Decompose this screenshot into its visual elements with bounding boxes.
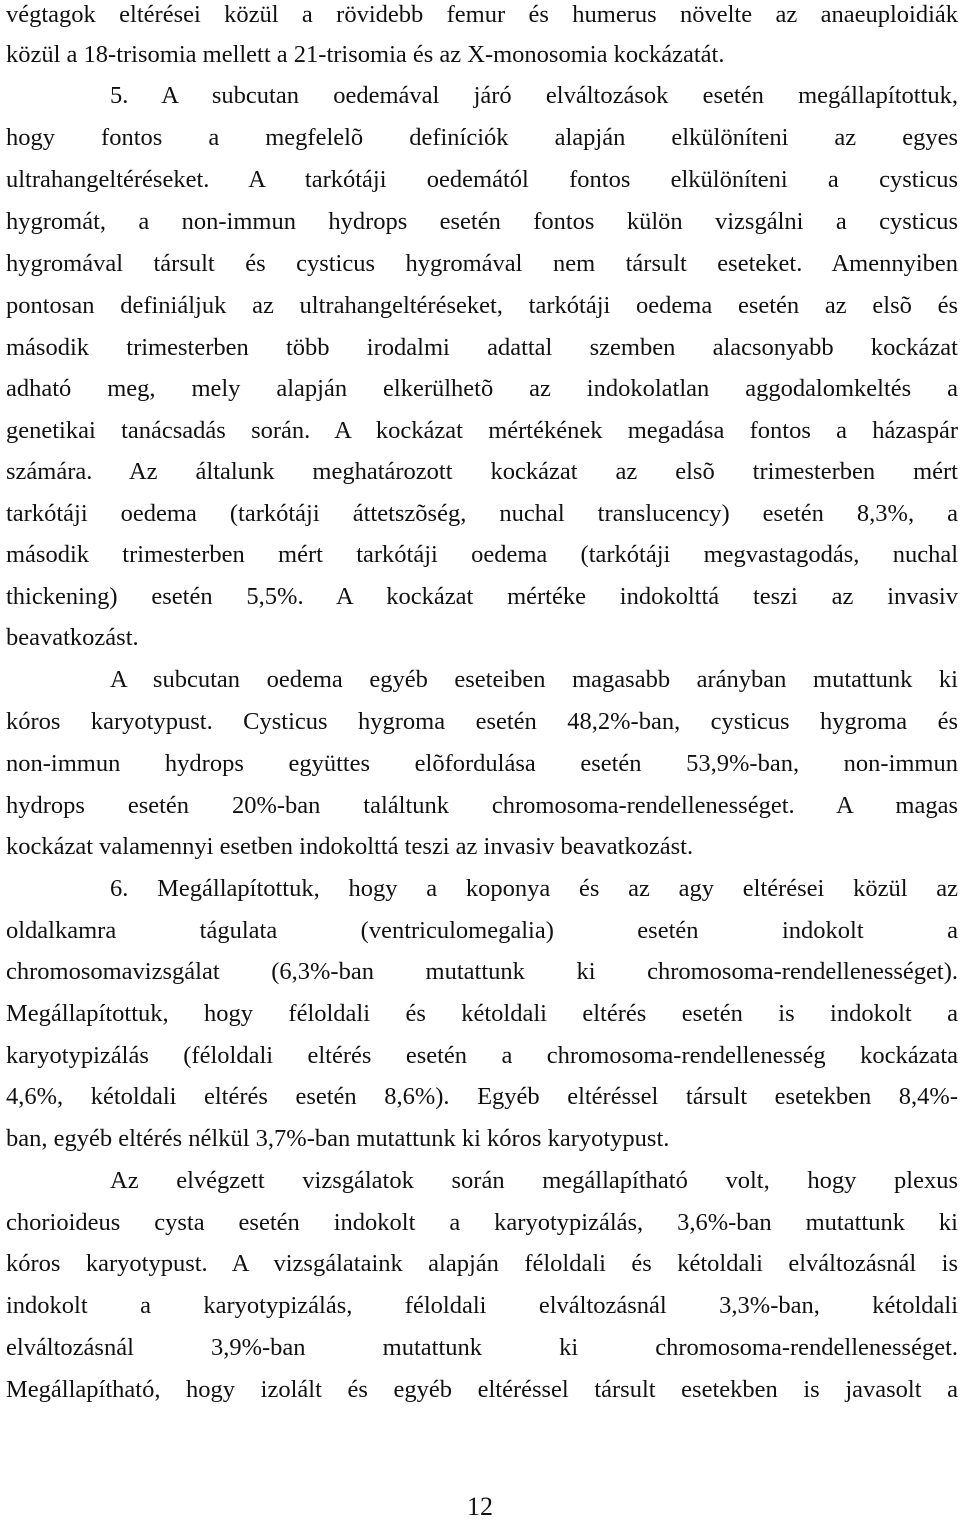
text-line: kóros karyotypust. A vizsgálataink alapján féloldali és kétoldali elváltozásnál is xyxy=(6,1250,958,1277)
text-line: chorioideus cysta esetén indokolt a karyotypizálás, 3,6%-ban mutattunk ki xyxy=(6,1209,958,1236)
text-line: tarkótáji oedema (tarkótáji áttetszõség, nuchal translucency) esetén 8,3%, a xyxy=(6,500,958,527)
text-line: közül a 18-trisomia mellett a 21-trisomia és az X-monosomia kockázatát. xyxy=(6,41,725,68)
text-line: chromosomavizsgálat (6,3%-ban mutattunk ki chromosoma-rendellenességet). xyxy=(6,958,958,985)
text-line: hydrops esetén 20%-ban találtunk chromosoma-rendellenességet. A magas xyxy=(6,792,958,819)
text-line: oldalkamra tágulata (ventriculomegalia) esetén indokolt a xyxy=(6,917,958,944)
text-line: karyotypizálás (féloldali eltérés esetén a chromosoma-rendellenesség kockázata xyxy=(6,1042,958,1069)
text-line: ultrahangeltéréseket. A tarkótáji oedemától fontos elkülöníteni a cysticus xyxy=(6,166,958,193)
text-line: hogy fontos a megfelelõ definíciók alapján elkülöníteni az egyes xyxy=(6,124,958,151)
text-line: 4,6%, kétoldali eltérés esetén 8,6%). Egyéb eltéréssel társult esetekben 8,4%- xyxy=(6,1083,958,1110)
text-line: genetikai tanácsadás során. A kockázat mértékének megadása fontos a házaspár xyxy=(6,417,958,444)
text-line: pontosan definiáljuk az ultrahangeltéréseket, tarkótáji oedema esetén az elsõ és xyxy=(6,292,958,319)
text-line: 6. Megállapítottuk, hogy a koponya és az agy eltérései közül az xyxy=(110,875,958,902)
text-line: második trimesterben több irodalmi adattal szemben alacsonyabb kockázat xyxy=(6,334,958,361)
text-line: A subcutan oedema egyéb eseteiben magasabb arányban mutattunk ki xyxy=(110,666,958,693)
text-line: kóros karyotypust. Cysticus hygroma esetén 48,2%-ban, cysticus hygroma és xyxy=(6,708,958,735)
text-line: Az elvégzett vizsgálatok során megállapítható volt, hogy plexus xyxy=(110,1167,958,1194)
text-line: elváltozásnál 3,9%-ban mutattunk ki chromosoma-rendellenességet. xyxy=(6,1334,958,1361)
text-line: Megállapítható, hogy izolált és egyéb eltéréssel társult esetekben is javasolt a xyxy=(6,1376,958,1403)
text-line: indokolt a karyotypizálás, féloldali elváltozásnál 3,3%-ban, kétoldali xyxy=(6,1292,958,1319)
text-line: 5. A subcutan oedemával járó elváltozások esetén megállapítottuk, xyxy=(110,82,958,109)
text-line: számára. Az általunk meghatározott kockázat az elsõ trimesterben mért xyxy=(6,458,958,485)
page-number: 12 xyxy=(467,1492,493,1521)
text-line: hygromát, a non-immun hydrops esetén fontos külön vizsgálni a cysticus xyxy=(6,208,958,235)
text-line: végtagok eltérései közül a rövidebb femur és humerus növelte az anaeuploidiák xyxy=(6,1,958,28)
text-line: második trimesterben mért tarkótáji oedema (tarkótáji megvastagodás, nuchal xyxy=(6,541,958,568)
text-line: hygromával társult és cysticus hygromával nem társult eseteket. Amennyiben xyxy=(6,250,958,277)
text-line: ban, egyéb eltérés nélkül 3,7%-ban mutattunk ki kóros karyotypust. xyxy=(6,1125,670,1152)
text-line: Megállapítottuk, hogy féloldali és kétoldali eltérés esetén is indokolt a xyxy=(6,1000,958,1027)
text-line: non-immun hydrops együttes elõfordulása esetén 53,9%-ban, non-immun xyxy=(6,750,958,777)
text-line: thickening) esetén 5,5%. A kockázat mértéke indokolttá teszi az invasiv xyxy=(6,583,958,610)
text-line: adható meg, mely alapján elkerülhetõ az indokolatlan aggodalomkeltés a xyxy=(6,375,958,402)
text-line: beavatkozást. xyxy=(6,624,139,651)
text-line: kockázat valamennyi esetben indokolttá teszi az invasiv beavatkozást. xyxy=(6,833,694,860)
